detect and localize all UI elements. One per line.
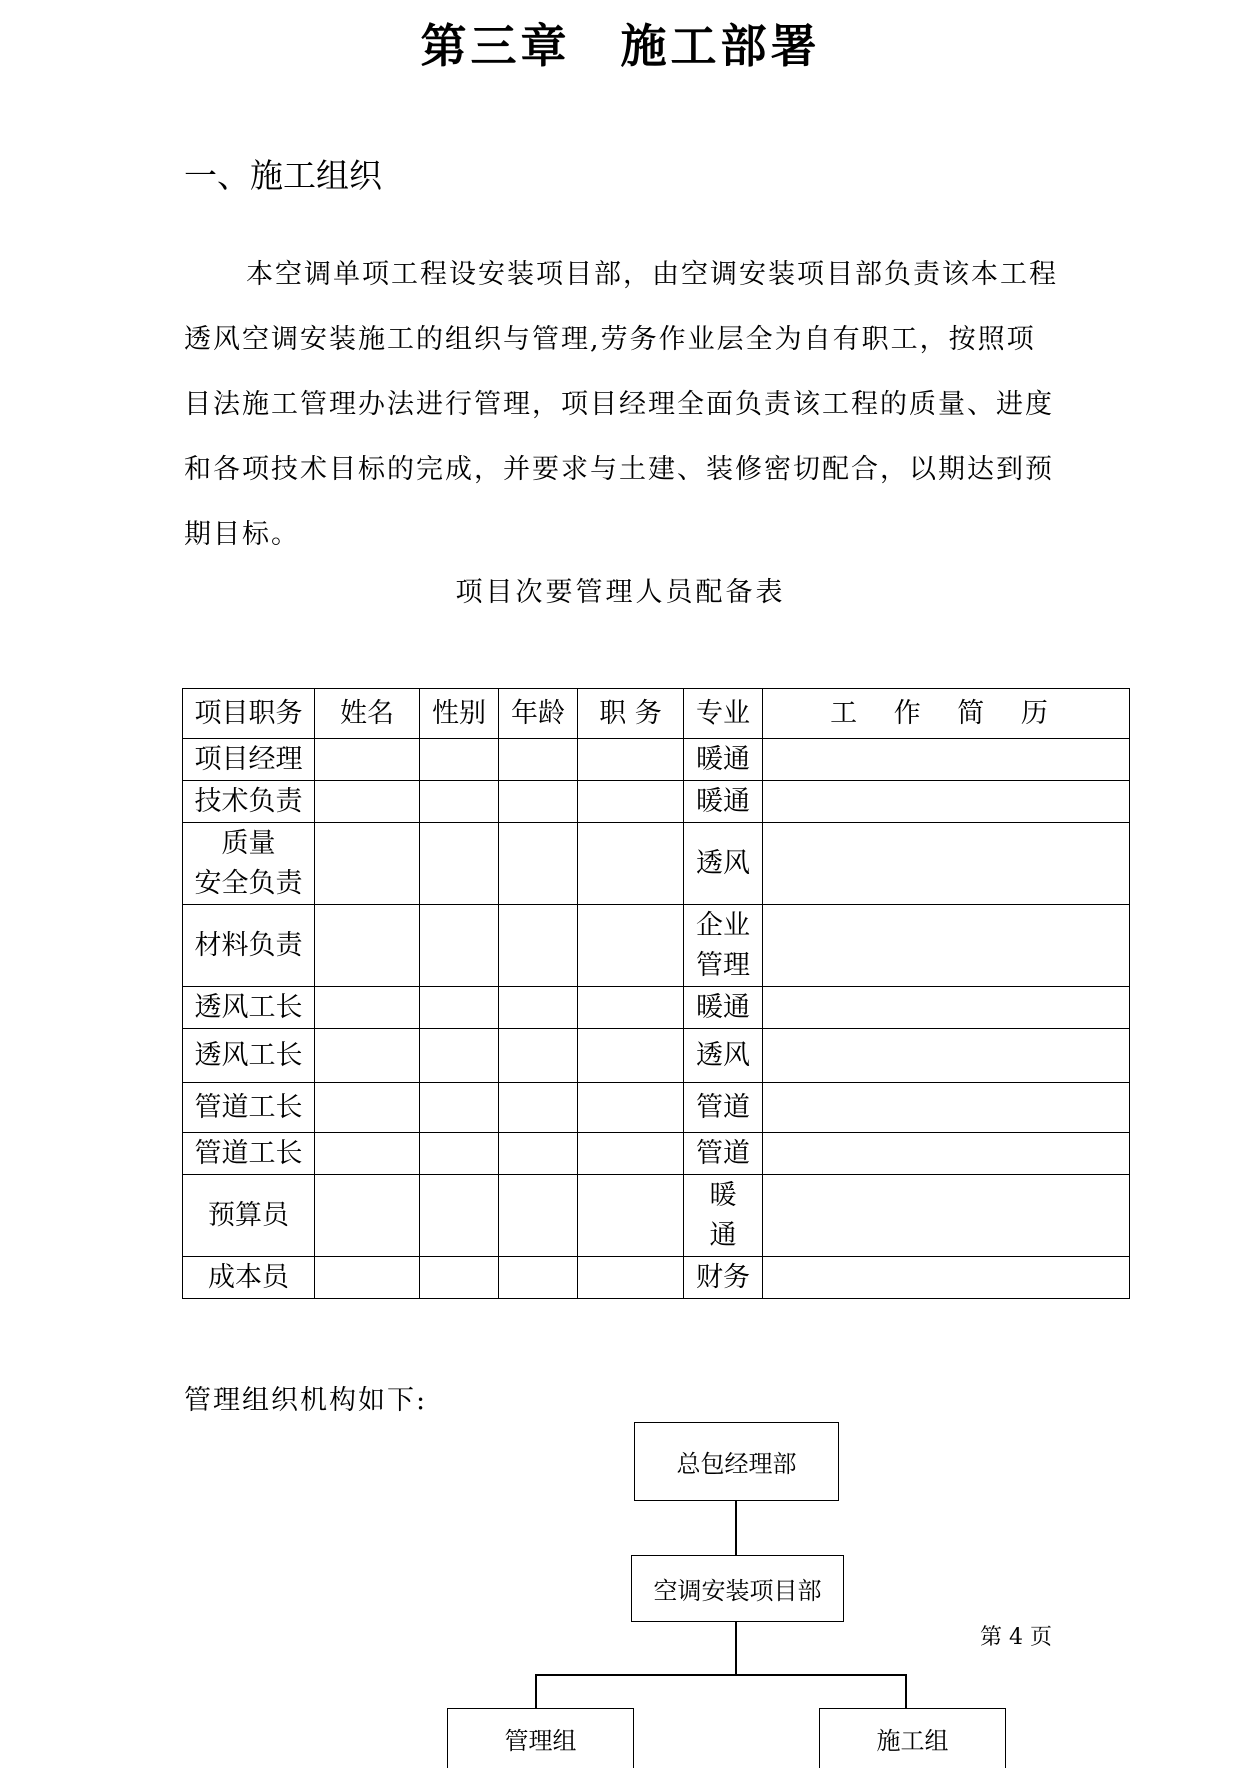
- empty-cell: [578, 781, 684, 823]
- role-cell: 质量 安全负责: [183, 823, 315, 905]
- major-cell: 暖通: [684, 987, 763, 1029]
- empty-cell: [578, 1175, 684, 1257]
- major-cell: 管道: [684, 1133, 763, 1175]
- org-box-middle: 空调安装项目部: [631, 1555, 844, 1622]
- empty-cell: [315, 1029, 420, 1083]
- org-connector: [535, 1674, 907, 1676]
- empty-cell: [499, 1257, 578, 1299]
- header-cell: 专业: [684, 689, 763, 739]
- empty-cell: [499, 739, 578, 781]
- resume-cell: [763, 1175, 1130, 1257]
- table-row: [183, 1133, 1130, 1175]
- table-caption: 项目次要管理人员配备表: [455, 577, 786, 608]
- empty-cell: [578, 987, 684, 1029]
- role-cell: 透风工长: [183, 987, 315, 1029]
- empty-cell: [315, 1083, 420, 1133]
- empty-cell: [499, 823, 578, 905]
- org-box-top: 总包经理部: [634, 1422, 839, 1501]
- empty-cell: [499, 1029, 578, 1083]
- role-cell: 预算员: [183, 1175, 315, 1257]
- empty-cell: [315, 1133, 420, 1175]
- role-cell: 技术负责: [183, 781, 315, 823]
- chapter-title: 第三章 施工部署: [420, 19, 821, 73]
- empty-cell: [315, 1175, 420, 1257]
- org-box-right: 施工组: [819, 1708, 1006, 1768]
- resume-cell: [763, 1029, 1130, 1083]
- role-cell: 管道工长: [183, 1133, 315, 1175]
- empty-cell: [578, 1029, 684, 1083]
- header-cell: 项目职务: [183, 689, 315, 739]
- resume-cell: [763, 1083, 1130, 1133]
- table-row: [183, 781, 1130, 823]
- header-cell: 姓名: [315, 689, 420, 739]
- resume-cell: [763, 823, 1130, 905]
- empty-cell: [420, 1175, 499, 1257]
- empty-cell: [420, 987, 499, 1029]
- resume-cell: [763, 987, 1130, 1029]
- empty-cell: [578, 1133, 684, 1175]
- table-body: [183, 739, 1130, 1299]
- major-cell: 暖通: [684, 739, 763, 781]
- header-cell: 性别: [420, 689, 499, 739]
- table-row: [183, 739, 1130, 781]
- empty-cell: [315, 987, 420, 1029]
- role-cell: 材料负责: [183, 905, 315, 987]
- role-cell: 项目经理: [183, 739, 315, 781]
- major-cell: 企业 管理: [684, 905, 763, 987]
- page-number: 第 4 页: [980, 1625, 1052, 1650]
- empty-cell: [499, 1083, 578, 1133]
- empty-cell: [499, 1133, 578, 1175]
- empty-cell: [499, 987, 578, 1029]
- empty-cell: [499, 1175, 578, 1257]
- header-cell: 职 务: [578, 689, 684, 739]
- empty-cell: [499, 905, 578, 987]
- section-heading: 一、施工组织: [184, 156, 382, 195]
- empty-cell: [578, 1083, 684, 1133]
- empty-cell: [578, 1257, 684, 1299]
- major-cell: 暖通: [684, 781, 763, 823]
- resume-cell: [763, 1257, 1130, 1299]
- role-cell: 成本员: [183, 1257, 315, 1299]
- resume-cell: [763, 781, 1130, 823]
- org-connector: [735, 1622, 737, 1675]
- resume-cell: [763, 1133, 1130, 1175]
- empty-cell: [420, 739, 499, 781]
- table-row: [183, 1175, 1130, 1257]
- role-cell: 管道工长: [183, 1083, 315, 1133]
- empty-cell: [315, 739, 420, 781]
- empty-cell: [578, 823, 684, 905]
- empty-cell: [420, 781, 499, 823]
- role-cell: 透风工长: [183, 1029, 315, 1083]
- major-cell: 管道: [684, 1083, 763, 1133]
- org-connector: [735, 1501, 737, 1555]
- major-cell: 透风: [684, 1029, 763, 1083]
- empty-cell: [578, 739, 684, 781]
- empty-cell: [420, 1083, 499, 1133]
- resume-cell: [763, 905, 1130, 987]
- empty-cell: [499, 781, 578, 823]
- major-cell: 财务: [684, 1257, 763, 1299]
- empty-cell: [420, 905, 499, 987]
- empty-cell: [315, 781, 420, 823]
- table-row: [183, 1029, 1130, 1083]
- org-connector: [905, 1674, 907, 1708]
- empty-cell: [420, 1029, 499, 1083]
- header-cell: 年龄: [499, 689, 578, 739]
- empty-cell: [420, 1257, 499, 1299]
- table-row: [183, 823, 1130, 905]
- org-connector: [535, 1674, 537, 1708]
- empty-cell: [578, 905, 684, 987]
- empty-cell: [315, 1257, 420, 1299]
- table-row: [183, 987, 1130, 1029]
- major-cell: 透风: [684, 823, 763, 905]
- staff-table: [182, 688, 1130, 1299]
- org-intro: 管理组织机构如下:: [184, 1385, 428, 1416]
- empty-cell: [315, 823, 420, 905]
- org-box-left: 管理组: [447, 1708, 634, 1768]
- header-cell: 工 作 简 历: [763, 689, 1130, 739]
- major-cell: 暖 通: [684, 1175, 763, 1257]
- empty-cell: [420, 1133, 499, 1175]
- table-row: [183, 905, 1130, 987]
- table-row: [183, 1083, 1130, 1133]
- table-row: [183, 1257, 1130, 1299]
- empty-cell: [420, 823, 499, 905]
- resume-cell: [763, 739, 1130, 781]
- body-paragraph: 本空调单项工程设安装项目部，由空调安装项目部负责该本工程透风空调安装施工的组织与管理,劳务作业层全为自有职工，按照项目法施工管理办法进行管理，项目经理全面负责该工程的质量、进度和各项技术目标的完成，并要求与土建、装修密切配合，以期达到预期目标。: [184, 259, 1058, 550]
- empty-cell: [315, 905, 420, 987]
- table-header-row: [183, 689, 1130, 739]
